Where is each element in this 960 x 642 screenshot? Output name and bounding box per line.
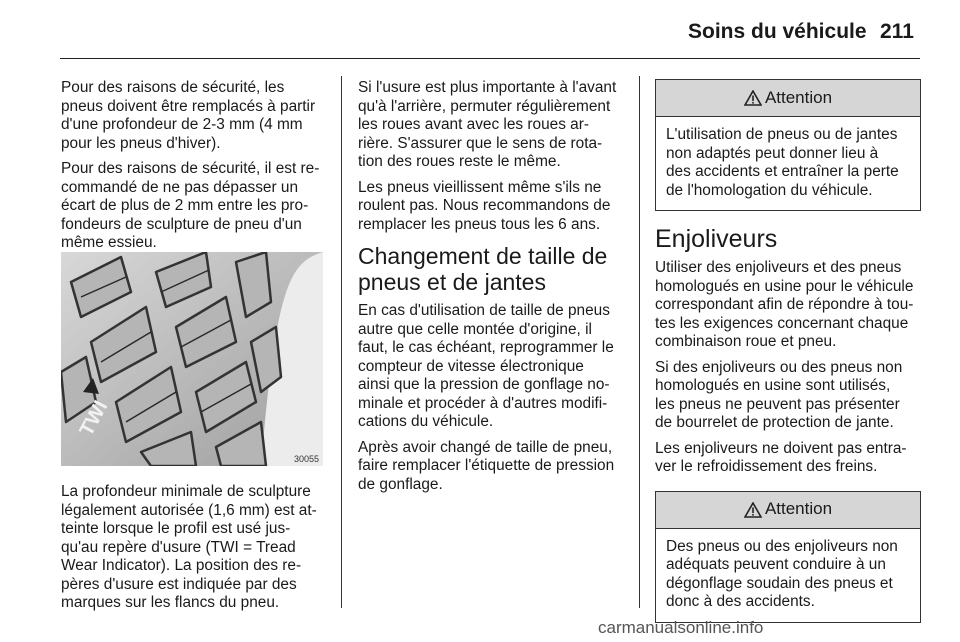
section-heading-size-change: Changement de taille de pneus et de jantes <box>358 243 608 295</box>
twi-label: TWI <box>75 397 113 440</box>
column-3 <box>655 79 921 637</box>
paragraph-aging: Les pneus vieillissent même s'ils ne roulent pas. Nous recommandons de remplacer les pneus tous les 6 ans. <box>358 178 611 233</box>
watermark: carmanualsonline.info <box>598 618 764 637</box>
attention-box-1 <box>655 79 921 211</box>
column-divider-1 <box>341 76 342 608</box>
paragraph-wheel-covers-2: Si des enjoliveurs ou des pneus non homologués en usine sont utilisés, les pneus ne peuvent pas présenter de bourrelet de protection de jante. <box>655 358 903 431</box>
page-header-title: Soins du véhicule <box>688 20 867 43</box>
section-heading-wheel-covers: Enjoliveurs <box>655 225 778 253</box>
paragraph-pressure-label: Après avoir changé de taille de pneu, faire remplacer l'étiquette de pression de gonflage. <box>358 438 615 493</box>
header-divider <box>60 58 920 59</box>
paragraph-rotation: Si l'usure est plus importante à l'avant qu'à l'arrière, permuter régulièrement les roues avant avec les roues ar- rière. S'assurer que le sens de rota- tion des roues reste le même. <box>358 79 617 170</box>
page-number: 211 <box>880 20 914 43</box>
attention-title: Attention <box>764 499 833 519</box>
paragraph-tread-depth: Pour des raisons de sécurité, les pneus doivent être remplacés à partir d'une profondeur de 2-3 mm (4 mm pour les pneus d'hiver). <box>61 79 316 152</box>
paragraph-size-change: En cas d'utilisation de taille de pneus autre que celle montée d'origine, il faut, le cas échéant, reprogrammer le compteur de vitesse électronique ainsi que la pression de gonflage no- minale et procéder à d'autres modifi- cations du véhicule. <box>358 302 614 430</box>
tire-tread-figure <box>61 252 323 466</box>
attention-box-2 <box>655 491 921 623</box>
column-2 <box>358 79 628 501</box>
attention-text: Des pneus ou des enjoliveurs non adéquats peuvent conduire à un dégonflage soudain des pneus et donc à des accidents. <box>666 537 898 610</box>
warning-icon <box>744 502 762 518</box>
column-divider-2 <box>639 76 640 608</box>
tire-tread-illustration <box>61 252 323 466</box>
attention-title: Attention <box>764 87 833 107</box>
attention-header <box>656 80 920 117</box>
warning-icon <box>744 90 762 106</box>
paragraph-min-depth: La profondeur minimale de sculpture légalement autorisée (1,6 mm) est at- teinte lorsque le profil est usé jus- qu'au repère d'usure (TWI = Tread Wear Indicator). La position des re- pères d'usure est indiquée par des marques sur les flancs du pneu. <box>61 483 317 611</box>
paragraph-wheel-covers-3: Les enjoliveurs ne doivent pas entra- ver le refroidissement des freins. <box>655 439 907 475</box>
attention-text: L'utilisation de pneus ou de jantes non adaptés peut donner lieu à des accidents et entraîner la perte de l'homologation du véhicule. <box>666 126 899 199</box>
paragraph-depth-difference: Pour des raisons de sécurité, il est re- commandé de ne pas dépasser un écart de plus de 2 mm entre les pro- fondeurs de sculpture de pneu d'un même essieu. <box>61 160 320 251</box>
paragraph-wheel-covers-1: Utiliser des enjoliveurs et des pneus homologués en usine pour le véhicule correspondant afin de répondre à tou- tes les exigences concernant chaque combinaison roue et pneu. <box>655 259 914 350</box>
figure-code: 30055 <box>293 454 319 464</box>
attention-header <box>656 492 920 529</box>
